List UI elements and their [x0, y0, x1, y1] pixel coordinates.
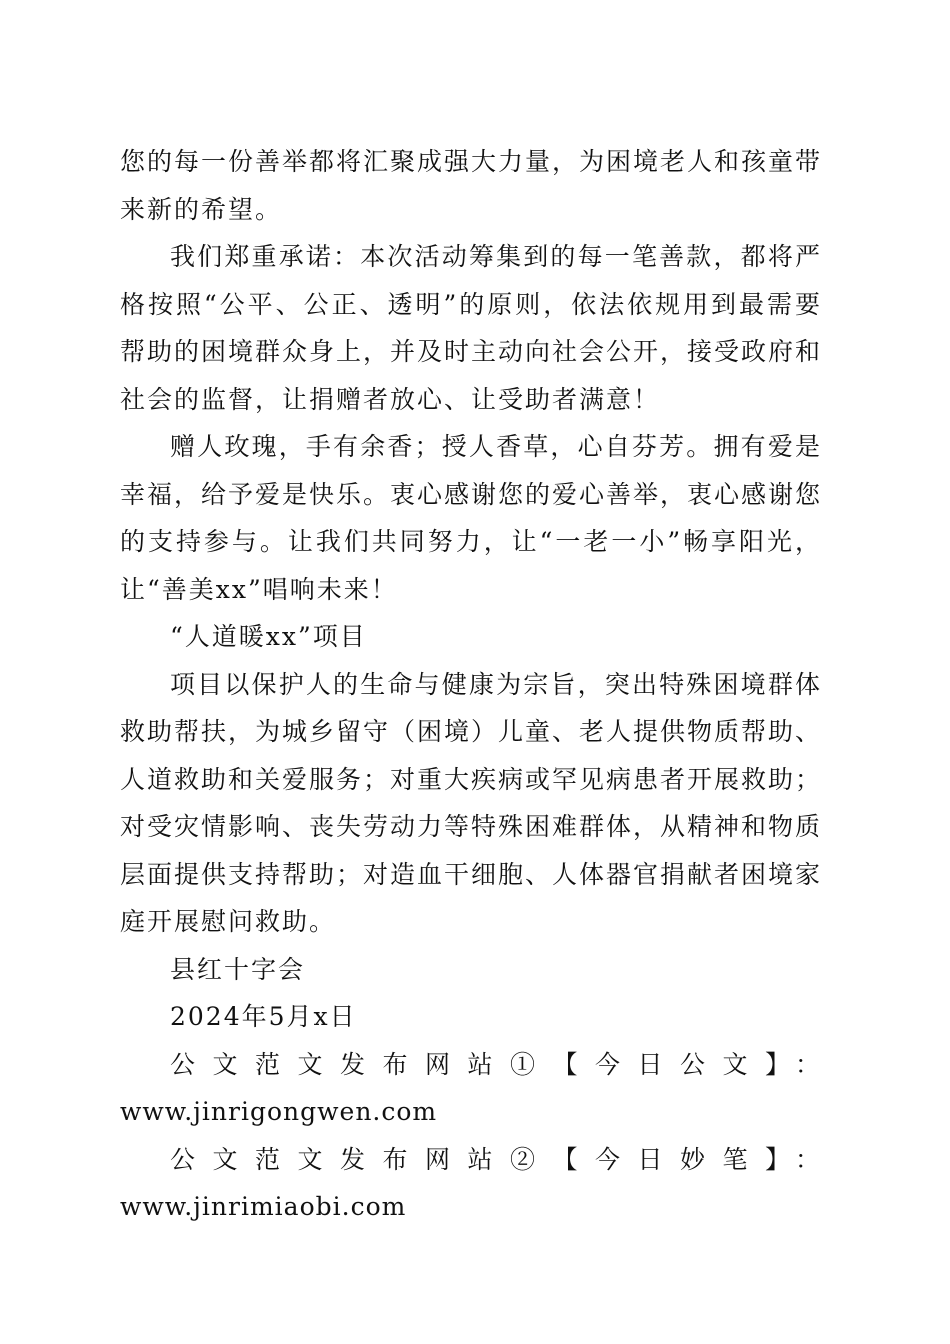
- signature-organization: 县红十字会: [170, 954, 306, 984]
- signature-date: 2024年5月x日: [170, 1002, 357, 1031]
- website-1-url[interactable]: www.jinrigongwen.com: [120, 1097, 438, 1126]
- paragraph-project-description: 项目以保护人的生命与健康为宗旨，突出特殊困境群体救助帮扶，为城乡留守（困境）儿童、老人提供物质帮助、人道救助和关爱服务；对重大疾病或罕见病患者开展救助；对受灾情影响、丧失劳动力等特殊困难群体，从精神和物质层面提供支持帮助；对造血干细胞、人体器官捐献者困境家庭开展慰问救助。: [120, 669, 823, 936]
- paragraph-gratitude: 赠人玫瑰，手有余香；授人香草，心自芬芳。拥有爱是幸福，给予爱是快乐。衷心感谢您的爱心善举，衷心感谢您的支持参与。让我们共同努力，让“一老一小”畅享阳光，让“善美xx”唱响未来！: [120, 432, 823, 604]
- project-title: “人道暖xx”项目: [170, 622, 367, 651]
- website-2-label: 公文范文发布网站②【今日妙笔】：: [170, 1144, 822, 1174]
- website-1-label: 公文范文发布网站①【今日公文】：: [170, 1049, 822, 1079]
- website-2: [120, 1136, 822, 1231]
- website-2-url[interactable]: www.jinrimiaobi.com: [120, 1192, 407, 1221]
- paragraph-continuation: 您的每一份善举都将汇聚成强大力量，为困境老人和孩童带来新的希望。: [120, 147, 823, 224]
- document-page: [120, 138, 822, 1231]
- paragraph-commitment: 我们郑重承诺：本次活动筹集到的每一笔善款，都将严格按照“公平、公正、透明”的原则，依法依规用到最需要帮助的困境群众身上，并及时主动向社会公开，接受政府和社会的监督，让捐赠者放心、让受助者满意！: [120, 242, 823, 414]
- website-1: [120, 1041, 822, 1136]
